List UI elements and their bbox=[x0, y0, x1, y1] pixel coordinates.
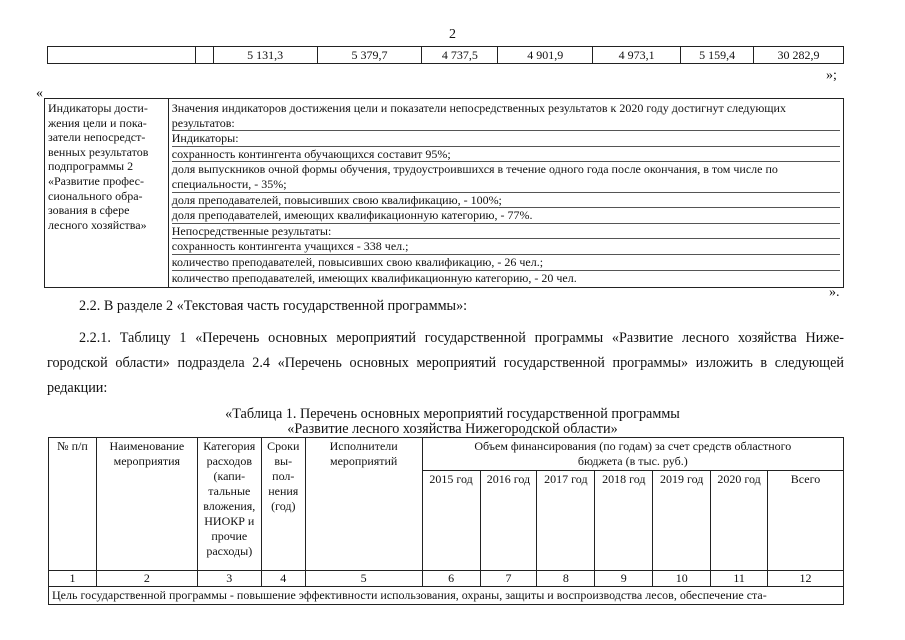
column-number: 6 bbox=[422, 571, 480, 587]
indicator-line: результатов: bbox=[172, 116, 840, 132]
table-cell: 4 901,9 bbox=[498, 47, 593, 64]
column-number: 2 bbox=[96, 571, 197, 587]
label-line: сионального обра- bbox=[48, 188, 143, 203]
table-cell: 5 131,3 bbox=[213, 47, 317, 64]
indicators-text-cell bbox=[168, 99, 843, 288]
header-line: (год) bbox=[271, 499, 296, 513]
header-line: пол- bbox=[272, 469, 295, 483]
label-line: венных результатов bbox=[48, 144, 149, 159]
header-cell-name: Наименование мероприятия bbox=[96, 438, 197, 571]
table-cell bbox=[48, 47, 196, 64]
measures-table bbox=[48, 437, 844, 605]
header-line: вы- bbox=[274, 454, 293, 468]
header-cell-terms bbox=[261, 438, 305, 571]
table-cell: 5 379,7 bbox=[317, 47, 422, 64]
header-cell-year: 2019 год bbox=[653, 471, 711, 571]
label-line: зования в сфере bbox=[48, 203, 130, 218]
table-row bbox=[48, 47, 844, 64]
header-cell-total: Всего bbox=[768, 471, 844, 571]
column-number: 1 bbox=[49, 571, 97, 587]
opening-quote: « bbox=[36, 86, 43, 101]
header-cell-year: 2018 год bbox=[595, 471, 653, 571]
indicators-table bbox=[44, 98, 844, 288]
header-cell-category bbox=[197, 438, 261, 571]
indicator-line: сохранность контингента обучающихся составит 95%; bbox=[172, 147, 840, 163]
indicators-label-cell bbox=[45, 99, 169, 288]
indicator-line: сохранность контингента учащихся - 338 чел.; bbox=[172, 239, 840, 255]
column-number: 12 bbox=[768, 571, 844, 587]
column-number: 10 bbox=[653, 571, 711, 587]
section-2-2-1-line: городской области» подраздела 2.4 «Перечень основных мероприятий государственной программы» изложить в следующей bbox=[47, 355, 844, 371]
header-cell-year: 2017 год bbox=[537, 471, 595, 571]
column-number-row bbox=[49, 571, 844, 587]
header-line: расходы) bbox=[206, 544, 253, 558]
indicator-line: Непосредственные результаты: bbox=[172, 224, 840, 240]
column-number: 8 bbox=[537, 571, 595, 587]
header-line: Сроки bbox=[267, 439, 300, 453]
header-cell-executors: Исполнители мероприятий bbox=[305, 438, 422, 571]
table-cell: 30 282,9 bbox=[754, 47, 844, 64]
table-header-row bbox=[49, 438, 844, 471]
table-caption: «Развитие лесного хозяйства Нижегородской области» bbox=[287, 421, 618, 437]
label-line: Индикаторы дости- bbox=[48, 101, 148, 115]
table-cell: 5 159,4 bbox=[681, 47, 754, 64]
header-line: прочие bbox=[211, 529, 248, 543]
table-caption: «Таблица 1. Перечень основных мероприятий государственной программы bbox=[225, 406, 680, 422]
indicator-line: Индикаторы: bbox=[172, 131, 840, 147]
indicator-line: специальности, - 35%; bbox=[172, 177, 840, 193]
top-table-fragment bbox=[47, 46, 844, 64]
header-cell-no: № п/п bbox=[49, 438, 97, 571]
column-number: 5 bbox=[305, 571, 422, 587]
column-number: 9 bbox=[595, 571, 653, 587]
header-line: нения bbox=[268, 484, 299, 498]
column-number: 4 bbox=[261, 571, 305, 587]
column-number: 7 bbox=[480, 571, 537, 587]
section-2-2-1-line: 2.2.1. Таблицу 1 «Перечень основных мероприятий государственной программы «Развитие лесного хозяйства Ниже- bbox=[79, 330, 844, 346]
header-line: (капи- bbox=[213, 469, 246, 483]
goal-row bbox=[49, 587, 844, 605]
header-line: вложения, bbox=[203, 499, 256, 513]
header-line: тальные bbox=[208, 484, 251, 498]
indicator-line: доля преподавателей, имеющих квалификационную категорию, - 77%. bbox=[172, 208, 840, 224]
indicator-line: Значения индикаторов достижения цели и показатели непосредственных результатов к 2020 году достигнут следующих bbox=[171, 101, 786, 115]
header-line: Категория bbox=[203, 439, 256, 453]
header-cell-year: 2016 год bbox=[480, 471, 537, 571]
indicator-line: количество преподавателей, повысивших свою квалификацию, - 26 чел.; bbox=[172, 255, 840, 271]
label-line: «Развитие профес- bbox=[48, 173, 144, 188]
table-cell bbox=[195, 47, 213, 64]
indicator-line: доля выпускников очной формы обучения, трудоустроившихся в течение одного года после окончания, в том числе по bbox=[171, 162, 778, 177]
table-cell: 4 737,5 bbox=[422, 47, 498, 64]
label-line: затели непосредст- bbox=[48, 130, 146, 145]
table-row bbox=[45, 99, 844, 288]
column-number: 3 bbox=[197, 571, 261, 587]
section-2-2-1-line: редакции: bbox=[47, 380, 108, 396]
label-line: жения цели и пока- bbox=[48, 115, 147, 130]
header-cell-funding: Объем финансирования (по годам) за счет средств областного бюджета (в тыс. руб.) bbox=[422, 438, 843, 471]
header-cell-year: 2020 год bbox=[711, 471, 768, 571]
header-line: НИОКР и bbox=[204, 514, 255, 528]
indicator-line: количество преподавателей, имеющих квалификационную категорию, - 20 чел. bbox=[171, 270, 577, 285]
closing-quote: ». bbox=[829, 285, 840, 300]
closing-quote: »; bbox=[826, 68, 837, 83]
header-cell-year: 2015 год bbox=[422, 471, 480, 571]
goal-cell: Цель государственной программы - повышение эффективности использования, охраны, защиты и воспроизводства лесов, обеспечение ста- bbox=[49, 587, 844, 605]
indicator-line: доля преподавателей, повысивших свою квалификацию, - 100%; bbox=[172, 193, 840, 209]
page-number: 2 bbox=[449, 27, 456, 42]
label-line: подпрограммы 2 bbox=[48, 159, 134, 174]
table-cell: 4 973,1 bbox=[593, 47, 681, 64]
section-2-2-paragraph: 2.2. В разделе 2 «Текстовая часть государственной программы»: bbox=[79, 298, 468, 314]
label-line: лесного хозяйства» bbox=[48, 217, 147, 232]
header-line: расходов bbox=[206, 454, 253, 468]
column-number: 11 bbox=[711, 571, 768, 587]
